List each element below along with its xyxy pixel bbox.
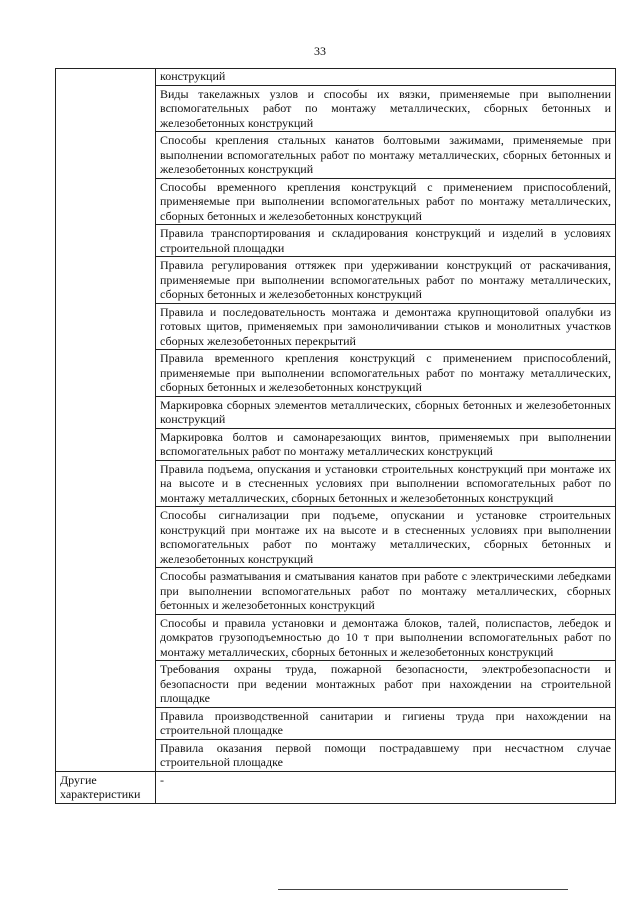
table-cell: Правила транспортирования и складирования конструкций и изделий в условиях строительной площадки: [156, 225, 616, 257]
table-row-other: [56, 771, 616, 803]
other-characteristics-label: Другие характеристики: [56, 771, 156, 803]
table-cell: Способы сигнализации при подъеме, опускании и установке строительных конструкций при монтаже их на высоте и в стесненных условиях при выполнении вспомогательных работ по монтажу металлических, сборных бетонных и железобетонных конструкций: [156, 507, 616, 568]
table-cell: Правила оказания первой помощи пострадавшему при несчастном случае строительной площадке: [156, 739, 616, 771]
table-cell: Правила подъема, опускания и установки строительных конструкций при монтаже их на высоте и в стесненных условиях при выполнении вспомогательных работ по монтажу металлических, сборных бетонных и железобетонных конструкций: [156, 460, 616, 507]
table-cell: Маркировка болтов и самонарезающих винтов, применяемых при выполнении вспомогательных работ по монтажу металлических конструкций: [156, 428, 616, 460]
table-cell: Правила временного крепления конструкций с применением приспособлений, применяемые при выполнении вспомогательных работ по монтажу металлических, сборных бетонных и железобетонных конструкций: [156, 350, 616, 397]
bottom-rule: [278, 889, 568, 890]
table-cell: Способы и правила установки и демонтажа блоков, талей, полиспастов, лебедок и домкратов грузоподъемностью до 10 т при выполнении вспомогательных работ по монтажу металлических, сборных бетонных и железобетонных конструкций: [156, 614, 616, 661]
table-cell: Способы крепления стальных канатов болтовыми зажимами, применяемые при выполнении вспомогательных работ по монтажу металлических, сборных бетонных и железобетонных конструкций: [156, 132, 616, 179]
label-cell-empty: [56, 69, 156, 772]
table-cell: конструкций: [156, 69, 616, 86]
table-cell: Маркировка сборных элементов металлических, сборных бетонных и железобетонных конструкций: [156, 396, 616, 428]
other-characteristics-value: -: [156, 771, 616, 803]
table-cell: Виды такелажных узлов и способы их вязки, применяемые при выполнении вспомогательных работ по монтажу металлических, сборных бетонных и железобетонных конструкций: [156, 85, 616, 132]
table-row: [56, 69, 616, 86]
table-cell: Способы разматывания и сматывания канатов при работе с электрическими лебедками при выполнении вспомогательных работ по монтажу металлических, сборных бетонных и железобетонных конструкций: [156, 568, 616, 615]
page-number: 33: [314, 44, 326, 58]
table-cell: Требования охраны труда, пожарной безопасности, электробезопасности и безопасности при ведении монтажных работ при нахождении на строительной площадке: [156, 661, 616, 708]
table-cell: Правила регулирования оттяжек при удерживании конструкций от раскачивания, применяемые при выполнении вспомогательных работ по монтажу металлических, сборных бетонных и железобетонных конструкций: [156, 257, 616, 304]
requirements-table: [55, 68, 616, 804]
table-cell: Правила производственной санитарии и гигиены труда при нахождении на строительной площадке: [156, 707, 616, 739]
table-cell: Способы временного крепления конструкций с применением приспособлений, применяемые при выполнении вспомогательных работ по монтажу металлических, сборных бетонных и железобетонных конструкций: [156, 178, 616, 225]
table-cell: Правила и последовательность монтажа и демонтажа крупнощитовой опалубки из готовых щитов, применяемых при замоноличивании стыков и монолитных участков сборных железобетонных перекрытий: [156, 303, 616, 350]
